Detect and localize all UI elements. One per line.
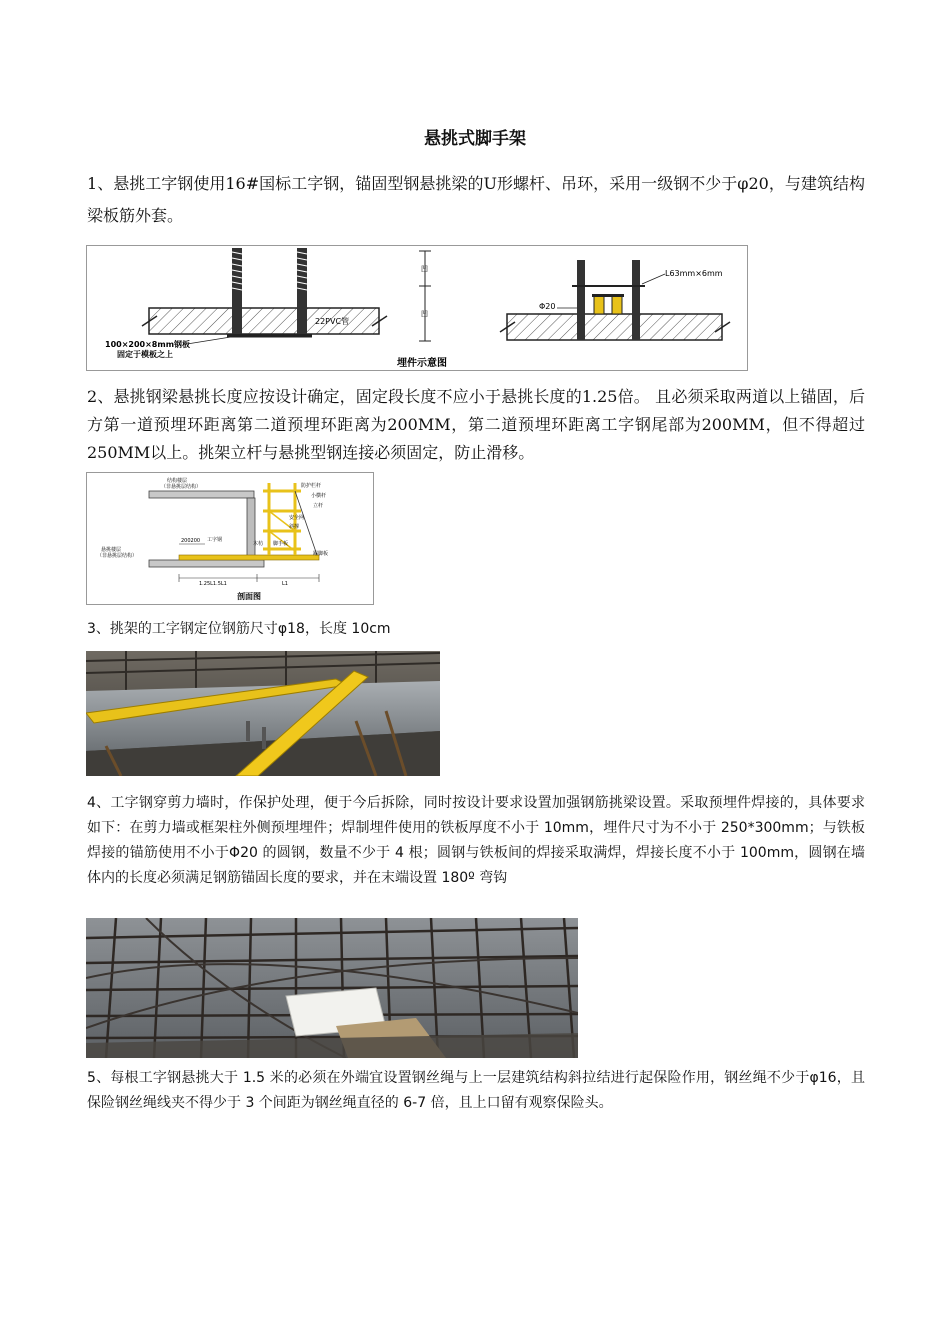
right-slab xyxy=(500,314,730,340)
paragraph-3: 3、挑架的工字钢定位钢筋尺寸φ18，长度 10cm xyxy=(87,621,391,637)
wall xyxy=(247,498,255,560)
lower-floor-label-1: 悬挑楼层 xyxy=(101,547,122,553)
figure2-caption: 剖面图 xyxy=(237,592,261,601)
figure1-caption: 埋件示意图 xyxy=(397,358,447,369)
label-guardrail: 防护栏杆 xyxy=(301,483,322,489)
page-title: 悬挑式脚手架 xyxy=(424,129,526,149)
label-safety-net: 安全网 xyxy=(289,515,305,521)
paragraph-2: 2、悬挑钢梁悬挑长度应按设计确定，固定段长度不应小于悬挑长度的1.25倍。 且必须采取两道以上锚固，后方第一道预埋环距离第二道预埋环距离为200MM，第二道预埋环距离工字钢尾部为200MM，但不得超过250MM以上。挑架立杆与悬挑型钢连接必须固定，防止滑移。 xyxy=(87,387,865,462)
label-brace: 斜撑 xyxy=(289,524,300,530)
label-toe-board: 踢脚板 xyxy=(313,551,329,557)
dim-mid: 凹 xyxy=(421,310,428,318)
section-diagram xyxy=(86,472,374,605)
dim-length: 1.25L1.5L1 xyxy=(199,581,227,587)
rod-label: Φ20 xyxy=(539,302,556,311)
upper-floor xyxy=(149,477,254,498)
label-small-crossbar: 小横杆 xyxy=(311,493,327,499)
i-beam-site-photo xyxy=(86,651,440,776)
i-beam xyxy=(179,555,319,560)
lower-floor-label-2: （非悬挑层结构） xyxy=(97,553,138,559)
paragraph-5: 5、每根工字钢悬挑大于 1.5 米的必须在外端宜设置钢丝绳与上一层建筑结构斜拉结进行起保险作用，钢丝绳不少于φ16，且保险钢丝绳线夹不得少于 3 个间距为钢丝绳直径的 6-7 倍，且上口留有观察保险头。 xyxy=(87,1070,865,1111)
upper-floor-label-2: （非悬挑层结构） xyxy=(161,484,202,490)
embedded-part-diagram xyxy=(86,245,748,371)
pvc-label: 22PVC管 xyxy=(315,317,350,326)
upper-floor-label-1: 结构楼层 xyxy=(167,478,188,484)
rebar-wall-photo xyxy=(86,918,578,1058)
label-wood: 木枋 xyxy=(253,541,264,547)
label-plank: 脚手板 xyxy=(273,541,289,547)
left-slab xyxy=(142,308,387,334)
label-upright: 立杆 xyxy=(313,503,324,509)
angle-label: L63mm×6mm xyxy=(665,269,723,278)
dimension-bar xyxy=(419,251,431,341)
plate-label-2: 固定于模板之上 xyxy=(117,350,173,359)
paragraph-1: 1、悬挑工字钢使用16#国标工字钢，锚固型钢悬挑梁的U形螺杆、吊环，采用一级钢不少于φ20，与建筑结构梁板筋外套。 xyxy=(87,174,865,225)
dim-top: 凹 xyxy=(421,265,428,273)
beam-label: 工字钢 xyxy=(207,537,223,543)
dim-small: 200200 xyxy=(181,538,201,544)
safety-rope xyxy=(295,491,317,555)
plate-label-1: 100×200×8mm钢板 xyxy=(105,340,191,349)
dim-l1: L1 xyxy=(282,581,288,587)
paragraph-4: 4、工字钢穿剪力墙时，作保护处理，便于今后拆除，同时按设计要求设置加强钢筋挑梁设置。采取预埋件焊接的，具体要求如下：在剪力墙或框架柱外侧预埋埋件；焊制埋件使用的铁板厚度不小于 10mm，埋件尺寸为不小于 250*300mm；与铁板焊接的锚筋使用不小于Φ20 的圆钢，数量不少于 4 根；圆钢与铁板间的焊接采取满焊，焊接长度不小于 100mm，圆钢在墙体内的长度必须满足钢筋锚固长度的要求，并在末端设置 180º 弯钩 xyxy=(87,795,865,886)
